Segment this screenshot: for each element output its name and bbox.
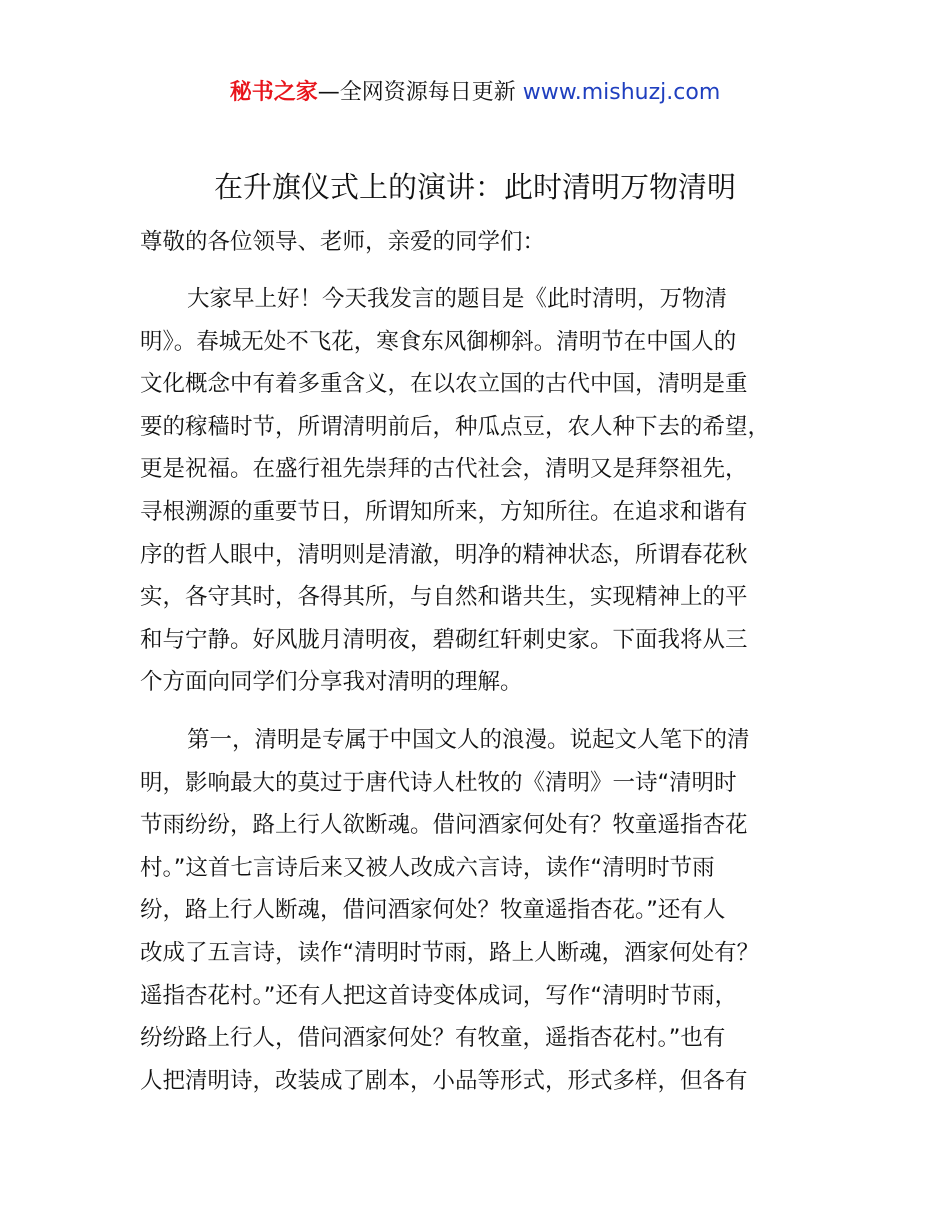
paragraph-line: 要的稼穑时节，所谓清明前后，种瓜点豆，农人种下去的希望， — [140, 413, 771, 440]
site-url-link[interactable]: www.mishuzj.com — [522, 80, 721, 105]
paragraph-line: 纷纷路上行人，借问酒家何处？有牧童，遥指杏花村。”也有 — [140, 1025, 726, 1052]
paragraph-line: 文化概念中有着多重含义，在以农立国的古代中国，清明是重 — [140, 371, 748, 398]
paragraph-line: 节雨纷纷，路上行人欲断魂。借问酒家何处有？牧童遥指杏花 — [140, 812, 748, 839]
paragraph-line: 纷，路上行人断魂，借问酒家何处？牧童遥指杏花。”还有人 — [140, 897, 726, 924]
site-brand: 秘书之家 — [229, 80, 318, 105]
paragraph-2 — [140, 719, 840, 1102]
paragraph-line: 实，各守其时，各得其所，与自然和谐共生，实现精神上的平 — [140, 584, 748, 611]
paragraph-line: 更是祝福。在盛行祖先崇拜的古代社会，清明又是拜祭祖先， — [140, 456, 748, 483]
site-header — [0, 76, 950, 110]
paragraph-line: 大家早上好！今天我发言的题目是《此时清明，万物清 — [187, 286, 728, 312]
paragraph-line: 村。”这首七言诗后来又被人改成六言诗，读作“清明时节雨 — [140, 854, 715, 881]
paragraph-line: 改成了五言诗，读作“清明时节雨，路上人断魂，酒家何处有？ — [140, 939, 760, 966]
site-tagline: —全网资源每日更新 — [317, 80, 516, 105]
salutation: 尊敬的各位领导、老师，亲爱的同学们： — [140, 229, 546, 255]
paragraph-line: 寻根溯源的重要节日，所谓知所来，方知所往。在追求和谐有 — [140, 498, 748, 525]
paragraph-line: 个方面向同学们分享我对清明的理解。 — [140, 669, 523, 696]
paragraph-line: 人把清明诗，改装成了剧本，小品等形式，形式多样，但各有 — [140, 1067, 748, 1094]
paragraph-line: 和与宁静。好风胧月清明夜，碧砌红轩刺史家。下面我将从三 — [140, 626, 748, 653]
document-title: 在升旗仪式上的演讲：此时清明万物清明 — [213, 170, 736, 204]
paragraph-line: 明，影响最大的莫过于唐代诗人杜牧的《清明》一诗“清明时 — [140, 769, 737, 796]
paragraph-line: 明》。春城无处不飞花，寒食东风御柳斜。清明节在中国人的 — [140, 328, 737, 355]
paragraph-line: 序的哲人眼中，清明则是清澈，明净的精神状态，所谓春花秋 — [140, 541, 748, 568]
paragraph-1 — [140, 278, 840, 704]
paragraph-line: 第一，清明是专属于中国文人的浪漫。说起文人笔下的清 — [187, 727, 750, 753]
paragraph-line: 遥指杏花村。”还有人把这首诗变体成词，写作“清明时节雨， — [140, 982, 738, 1009]
